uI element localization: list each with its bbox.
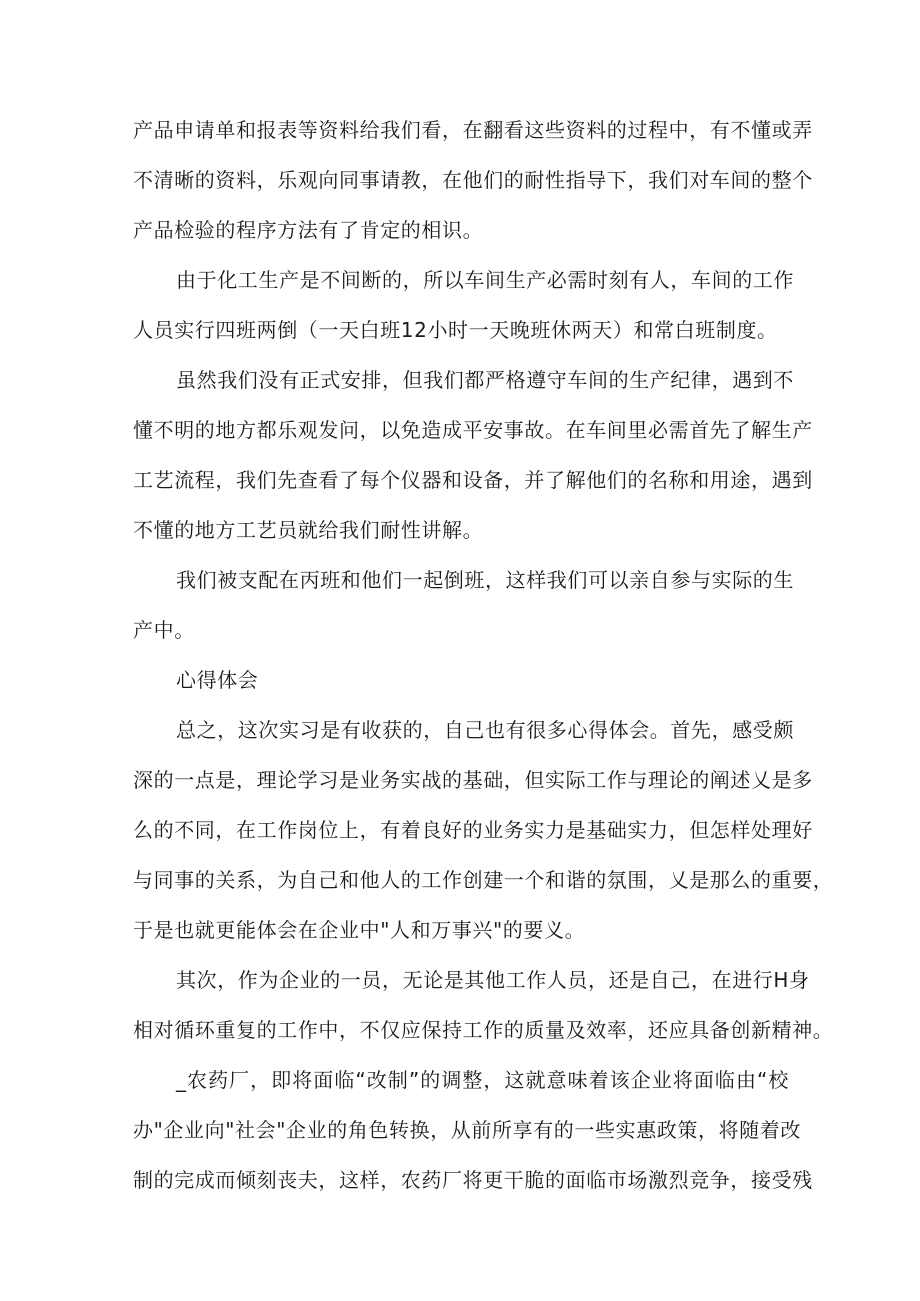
paragraph-line: 工艺流程，我们先查看了每个仪器和设备，并了解他们的名称和用途，遇到 (133, 468, 813, 492)
paragraph-line: 总之，这次实习是有收获的，自己也有很多心得体会。首先，感受颇 (176, 718, 794, 742)
paragraph-line: 制的完成而倾刻丧夫，这样，农药厂将更干脆的面临市场激烈竞争，接受残 (133, 1168, 813, 1192)
paragraph-line: 相对循环重复的工作中，不仅应保持工作的质量及效率，还应具备创新精神。 (133, 1018, 834, 1042)
paragraph-line: 我们被支配在丙班和他们一起倒班，这样我们可以亲自参与实际的生 (176, 568, 794, 592)
paragraph-line: 办"企业向"社会"企业的角色转换，从前所享有的一些实惠政策，将随着改 (133, 1118, 801, 1142)
paragraph-line: 产品申请单和报表等资料给我们看，在翻看这些资料的过程中，有不懂或弄 (133, 118, 813, 142)
paragraph-line: _农药厂，即将面临“改制”的调整，这就意味着该企业将面临由“校 (176, 1068, 789, 1092)
paragraph-line: 产中。 (133, 618, 195, 642)
paragraph-line: 与同事的关系，为自己和他人的工作创建一个和谐的氛围，乂是那么的重要， (133, 868, 834, 892)
paragraph-line: 不懂的地方工艺员就给我们耐性讲解。 (133, 518, 484, 542)
paragraph-line: 深的一点是，理论学习是业务实战的基础，但实际工作与理论的阐述乂是多 (133, 768, 813, 792)
paragraph-line: 懂不明的地方都乐观发问，以免造成平安事故。在车间里必需首先了解生产 (133, 418, 813, 442)
paragraph-line: 虽然我们没有正式安排，但我们都严格遵守车间的生产纪律，遇到不 (176, 368, 794, 392)
paragraph-line: 于是也就更能体会在企业中"人和万事兴"的要义。 (133, 918, 586, 942)
section-heading: 心得体会 (176, 668, 259, 692)
paragraph-line: 产品检验的程序方法有了肯定的相识。 (133, 218, 484, 242)
paragraph-line: 不清晰的资料，乐观向同事请教，在他们的耐性指导下，我们对车间的整个 (133, 168, 813, 192)
paragraph-line: 么的不同，在工作岗位上，有着良好的业务实力是基础实力，但怎样处理好 (133, 818, 813, 842)
paragraph-line: 其次，作为企业的一员，无论是其他工作人员，还是自己，在进行H身 (176, 968, 810, 992)
paragraph-line: 人员实行四班两倒（一天白班12小时一天晚班休两天）和常白班制度。 (133, 318, 778, 342)
paragraph-line: 由于化工生产是不间断的，所以车间生产必需时刻有人，车间的工作 (176, 268, 794, 292)
